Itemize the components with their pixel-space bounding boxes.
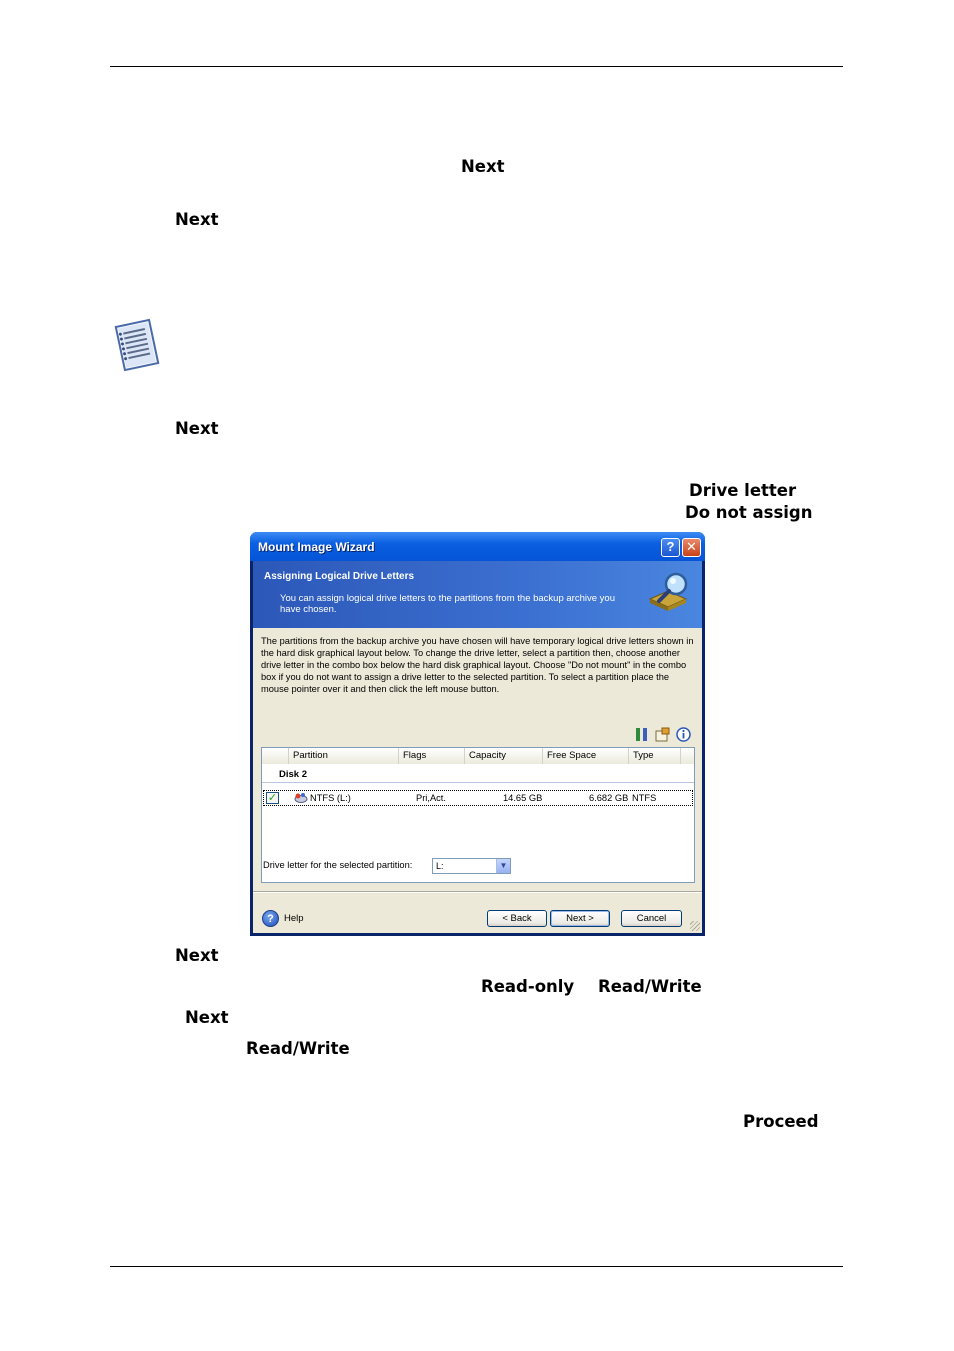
help-link[interactable]: Help bbox=[284, 913, 304, 924]
drive-letter-label: Drive letter for the selected partition: bbox=[263, 860, 413, 870]
mount-image-wizard-dialog bbox=[250, 532, 705, 936]
dialog-body bbox=[253, 561, 702, 933]
term-read-write-1: Read/Write bbox=[598, 977, 702, 996]
disk-label: Disk 2 bbox=[279, 769, 307, 780]
term-read-only: Read-only bbox=[481, 977, 575, 996]
term-do-not-assign: Do not assign bbox=[685, 503, 813, 522]
drive-search-icon bbox=[646, 569, 692, 615]
term-proceed: Proceed bbox=[743, 1112, 819, 1131]
help-icon[interactable]: ? bbox=[262, 910, 279, 927]
wizard-header bbox=[253, 561, 702, 628]
term-next-5: Next bbox=[185, 1008, 229, 1027]
term-next-3: Next bbox=[175, 419, 219, 438]
partition-icon bbox=[294, 792, 308, 804]
drive-letter-value: L: bbox=[436, 861, 444, 871]
dialog-title: Mount Image Wizard bbox=[258, 540, 375, 554]
title-close-button[interactable]: ✕ bbox=[682, 538, 701, 557]
partition-flags: Pri,Act. bbox=[416, 793, 446, 803]
partition-type: NTFS bbox=[632, 793, 657, 803]
chevron-down-icon[interactable]: ▼ bbox=[496, 859, 510, 873]
partition-name: NTFS (L:) bbox=[310, 793, 351, 803]
term-next-4: Next bbox=[175, 946, 219, 965]
instructions-text: The partitions from the backup archive you have chosen will have temporary logical drive letters shown in the hard disk graphical layout below. To change the drive letter, select a partition then, choose another drive letter in the combo box below the hard disk graphical layout. Choose "Do not mount" in the combo box if you do not want to assign a drive letter to the selected partition. To select a partition place the mouse pointer over it and then click the left mouse button. bbox=[261, 636, 694, 694]
column-header-filler bbox=[681, 748, 694, 764]
drive-letter-combo[interactable] bbox=[432, 858, 511, 874]
title-help-button[interactable]: ? bbox=[661, 538, 680, 557]
partition-free-space: 6.682 GB bbox=[589, 793, 629, 803]
column-header-free-space[interactable]: Free Space bbox=[543, 748, 629, 764]
column-header-capacity[interactable]: Capacity bbox=[465, 748, 543, 764]
header-rule bbox=[110, 66, 843, 67]
info-icon[interactable] bbox=[676, 727, 691, 742]
partition-capacity: 14.65 GB bbox=[503, 793, 543, 803]
term-read-write-2: Read/Write bbox=[246, 1039, 350, 1058]
footer-rule bbox=[110, 1266, 843, 1267]
partition-row[interactable] bbox=[263, 790, 693, 806]
title-bar[interactable] bbox=[250, 532, 705, 561]
properties-icon[interactable] bbox=[655, 727, 670, 742]
next-button[interactable]: Next > bbox=[550, 910, 610, 927]
wizard-step-description: You can assign logical drive letters to the partitions from the backup archive you have chosen. bbox=[280, 593, 615, 615]
term-drive-letter: Drive letter bbox=[689, 481, 797, 500]
note-icon bbox=[108, 315, 166, 375]
resize-grip[interactable] bbox=[690, 921, 700, 931]
back-button[interactable]: < Back bbox=[487, 910, 547, 927]
term-next-2: Next bbox=[175, 210, 219, 229]
wizard-step-title: Assigning Logical Drive Letters bbox=[264, 571, 415, 582]
column-header-flags[interactable]: Flags bbox=[399, 748, 465, 764]
cancel-button[interactable]: Cancel bbox=[621, 910, 682, 927]
term-next-1: Next bbox=[461, 157, 505, 176]
column-header-type[interactable]: Type bbox=[629, 748, 681, 764]
column-header-partition[interactable]: Partition bbox=[289, 748, 399, 764]
column-header-blank bbox=[262, 748, 289, 764]
disk-divider bbox=[262, 782, 694, 783]
footer-separator bbox=[253, 891, 702, 893]
partition-checkbox[interactable]: ✓ bbox=[267, 792, 278, 804]
sort-icon[interactable] bbox=[634, 727, 649, 742]
